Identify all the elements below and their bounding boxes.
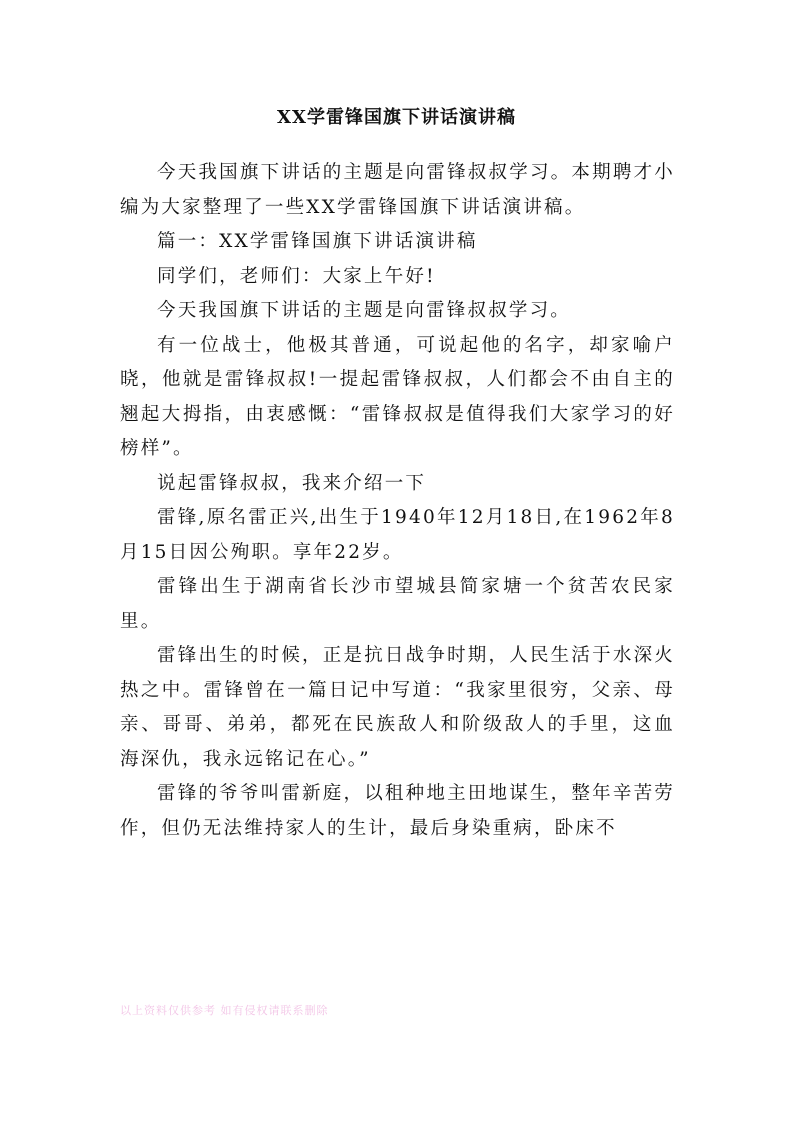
paragraph-birthplace: 雷锋出生于湖南省长沙市望城县简家塘一个贫苦农民家里。 [120, 576, 675, 632]
paragraph-intro: 今天我国旗下讲话的主题是向雷锋叔叔学习。本期聘才小编为大家整理了一些XX学雷锋国旗下讲话演讲稿。 [120, 162, 675, 218]
paragraph-birth-dates: 雷锋,原名雷正兴,出生于1940年12月18日,在1962年8月15日因公殉职。享年22岁。 [120, 507, 675, 563]
paragraph-topic: 今天我国旗下讲话的主题是向雷锋叔叔学习。 [157, 300, 572, 321]
document-body [120, 156, 675, 846]
paragraph-introduce: 说起雷锋叔叔，我来介绍一下 [157, 472, 427, 494]
paragraph-greeting: 同学们，老师们：大家上午好! [157, 265, 436, 287]
paragraph-grandfather: 雷锋的爷爷叫雷新庭，以租种地主田地谋生，整年辛苦劳作，但仍无法维持家人的生计，最后身染重病，卧床不 [120, 783, 675, 839]
paragraph-soldier: 有一位战士，他极其普通，可说起他的名字，却家喻户晓，他就是雷锋叔叔!一提起雷锋叔叔，人们都会不由自主的翘起大拇指，由衷感慨：“雷锋叔叔是值得我们大家学习的好榜样”。 [120, 334, 675, 459]
paragraph-war-period: 雷锋出生的时候，正是抗日战争时期，人民生活于水深火热之中。雷锋曾在一篇日记中写道：“我家里很穷，父亲、母亲、哥哥、弟弟，都死在民族敌人和阶级敌人的手里，这血海深仇，我永远铭记在心。” [120, 645, 675, 770]
document-title: XX学雷锋国旗下讲话演讲稿 [277, 107, 516, 128]
paragraph-section-heading: 篇一：XX学雷锋国旗下讲话演讲稿 [157, 231, 478, 252]
footer-watermark: 以上资料仅供参考 如有侵权请联系删除 [120, 1004, 329, 1017]
